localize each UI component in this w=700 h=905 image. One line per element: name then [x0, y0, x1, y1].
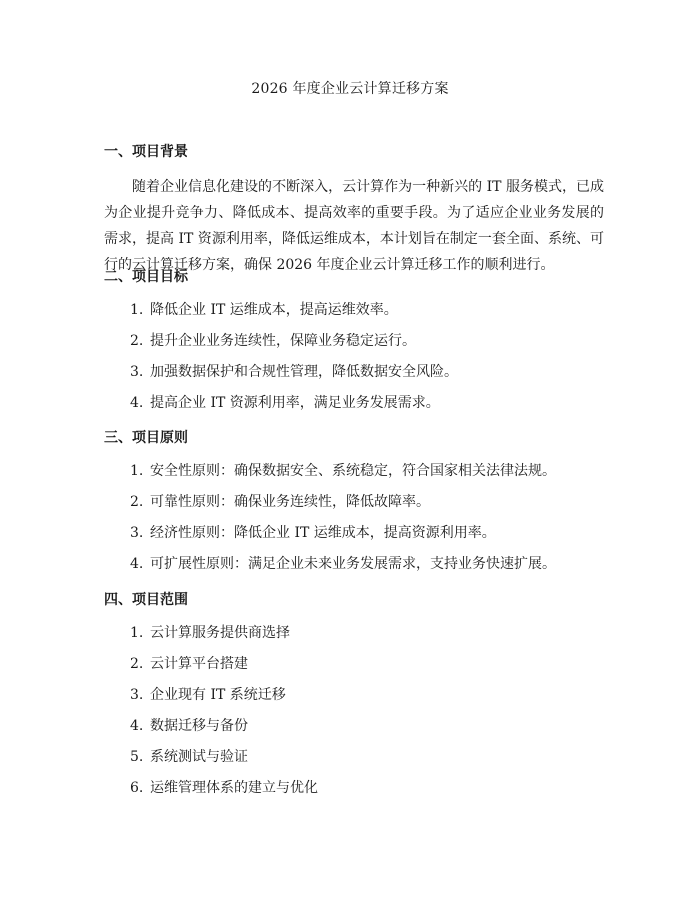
- list-item: [104, 623, 604, 654]
- section-paragraph: 随着企业信息化建设的不断深入，云计算作为一种新兴的 IT 服务模式，已成为企业提升竞争力、降低成本、提高效率的重要手段。为了适应企业业务发展的需求，提高 IT 资源利用率，降低运维成本，本计划旨在制定一套全面、系统、可行的云计算迁移方案，确保 2026 年度企业云计算迁移工作的顺利进行。: [104, 179, 604, 273]
- list-number: 3.: [130, 364, 144, 380]
- list-item: [104, 716, 604, 747]
- list-item: [104, 300, 604, 331]
- list-number: 1.: [130, 302, 144, 318]
- list-text: 数据迁移与备份: [150, 718, 248, 734]
- section-background: [104, 142, 604, 278]
- list-number: 5.: [130, 749, 144, 765]
- list-item: [104, 747, 604, 778]
- list-number: 6.: [130, 780, 144, 796]
- list-item: [104, 393, 604, 424]
- section-heading: 四、项目范围: [104, 592, 188, 608]
- section-scope: [104, 590, 604, 809]
- section-goals: [104, 267, 604, 424]
- scope-list: [104, 623, 604, 809]
- section-heading: 一、项目背景: [104, 144, 188, 160]
- list-item: [104, 554, 604, 585]
- list-text: 可扩展性原则：满足企业未来业务发展需求，支持业务快速扩展。: [150, 556, 556, 572]
- list-number: 2.: [130, 494, 144, 510]
- section-heading: 三、项目原则: [104, 430, 188, 446]
- list-text: 提升企业业务连续性，保障业务稳定运行。: [150, 333, 416, 349]
- list-number: 3.: [130, 525, 144, 541]
- list-item: [104, 461, 604, 492]
- list-text: 提高企业 IT 资源利用率，满足业务发展需求。: [150, 395, 440, 411]
- document-title: 2026 年度企业云计算迁移方案: [251, 81, 449, 97]
- list-text: 运维管理体系的建立与优化: [150, 780, 318, 796]
- list-number: 4.: [130, 395, 144, 411]
- list-text: 经济性原则：降低企业 IT 运维成本，提高资源利用率。: [150, 525, 496, 541]
- section-heading: 二、项目目标: [104, 269, 188, 285]
- list-number: 3.: [130, 687, 144, 703]
- list-number: 4.: [130, 556, 144, 572]
- list-item: [104, 523, 604, 554]
- list-text: 降低企业 IT 运维成本，提高运维效率。: [150, 302, 398, 318]
- list-text: 可靠性原则：确保业务连续性，降低故障率。: [150, 494, 430, 510]
- list-item: [104, 654, 604, 685]
- list-text: 云计算服务提供商选择: [150, 625, 290, 641]
- list-number: 2.: [130, 656, 144, 672]
- list-item: [104, 362, 604, 393]
- principles-list: [104, 461, 604, 585]
- list-text: 云计算平台搭建: [150, 656, 248, 672]
- section-principles: [104, 428, 604, 585]
- list-item: [104, 685, 604, 716]
- list-item: [104, 492, 604, 523]
- list-number: 4.: [130, 718, 144, 734]
- list-item: [104, 331, 604, 362]
- list-number: 2.: [130, 333, 144, 349]
- list-number: 1.: [130, 463, 144, 479]
- goals-list: [104, 300, 604, 424]
- list-text: 加强数据保护和合规性管理，降低数据安全风险。: [150, 364, 458, 380]
- list-text: 系统测试与验证: [150, 749, 248, 765]
- list-text: 安全性原则：确保数据安全、系统稳定，符合国家相关法律法规。: [150, 463, 556, 479]
- list-item: [104, 778, 604, 809]
- list-number: 1.: [130, 625, 144, 641]
- list-text: 企业现有 IT 系统迁移: [150, 687, 286, 703]
